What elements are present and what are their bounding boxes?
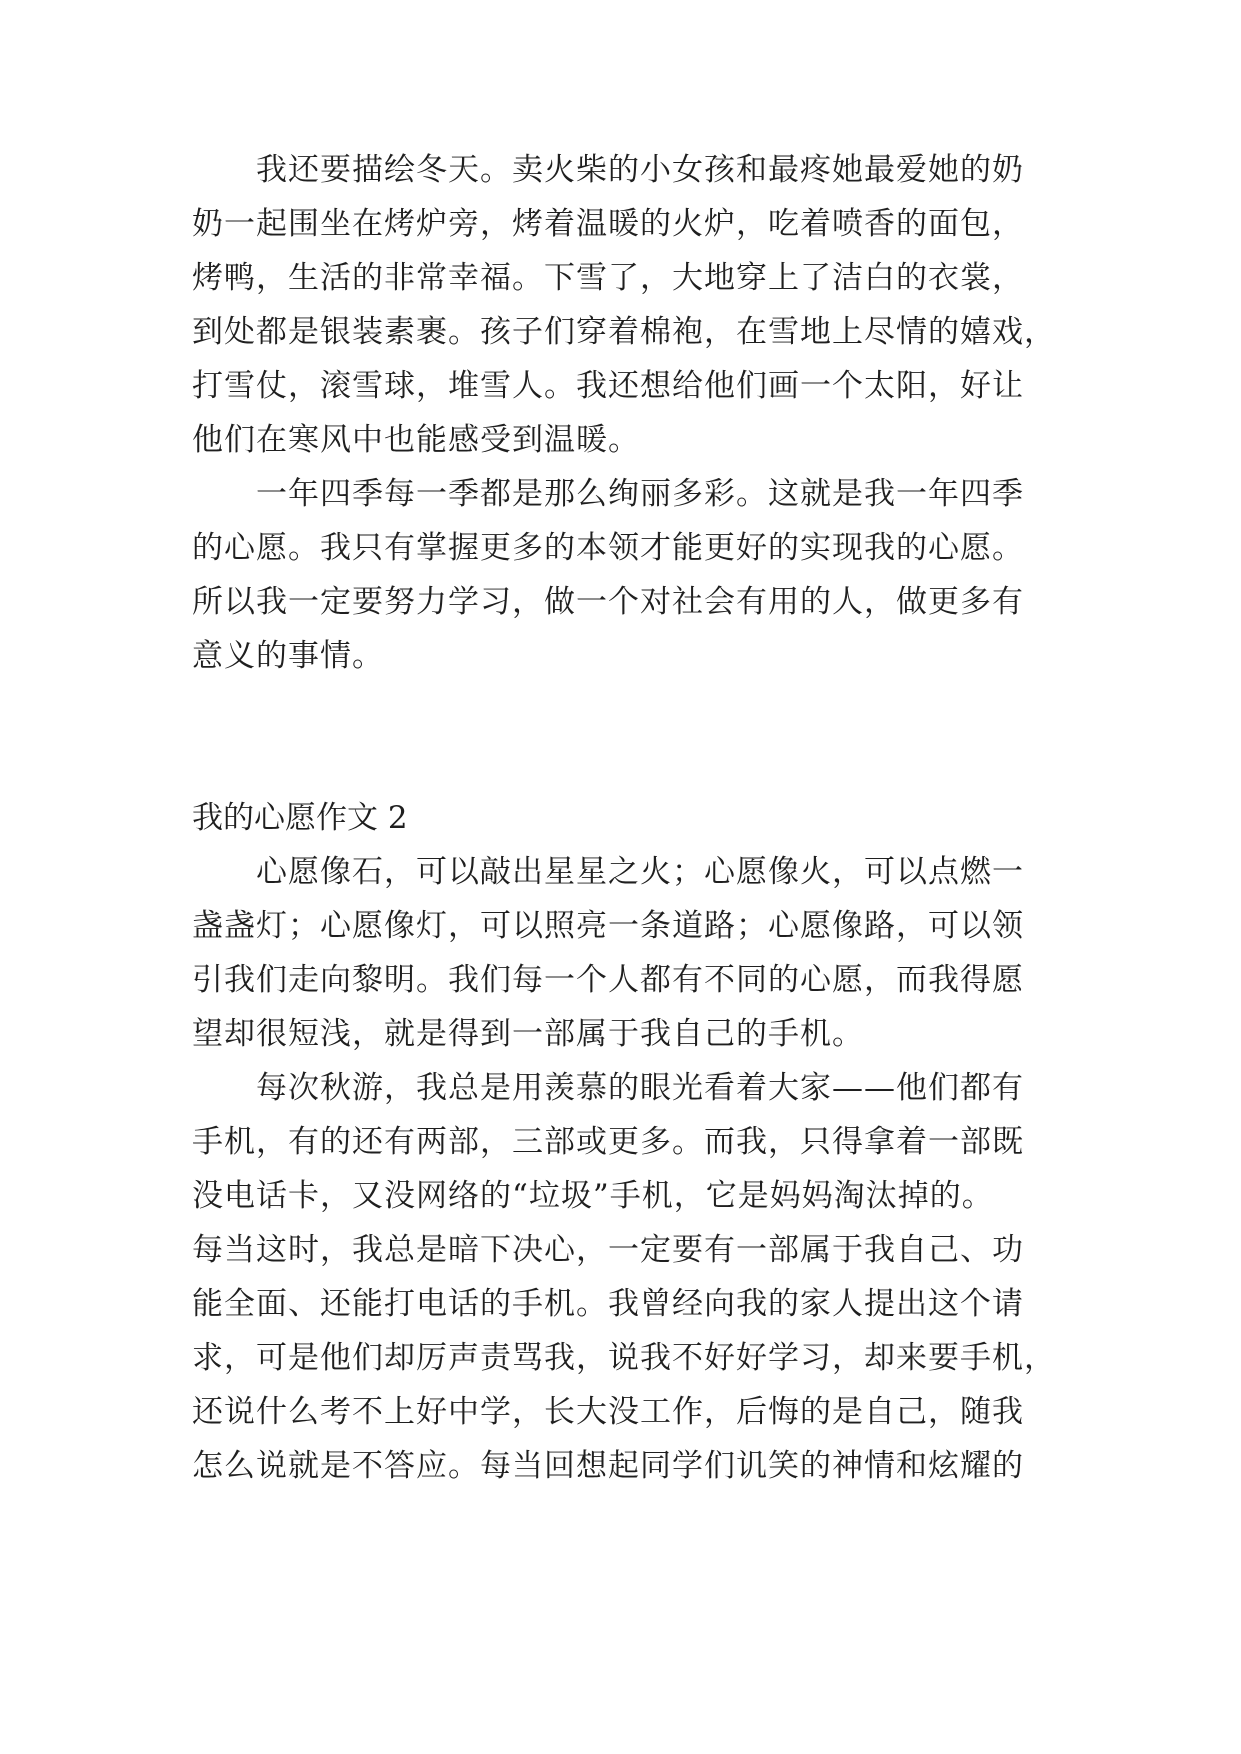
- paragraph-line: 的心愿。我只有掌握更多的本领才能更好的实现我的心愿。: [192, 530, 1024, 566]
- paragraph-line: 引我们走向黎明。我们每一个人都有不同的心愿，而我得愿: [192, 962, 1024, 998]
- paragraph-line: 没电话卡，又没网络的“垃圾”手机，它是妈妈淘汰掉的。: [192, 1178, 994, 1214]
- paragraph-line: 还说什么考不上好中学，长大没工作，后悔的是自己，随我: [192, 1394, 1024, 1430]
- section-heading: 我的心愿作文 2: [192, 800, 408, 836]
- paragraph-line: 一年四季每一季都是那么绚丽多彩。这就是我一年四季: [256, 476, 1024, 512]
- paragraph-line: 所以我一定要努力学习，做一个对社会有用的人，做更多有: [192, 584, 1024, 620]
- paragraph-line: 心愿像石，可以敲出星星之火；心愿像火，可以点燃一: [256, 854, 1024, 890]
- paragraph-line: 求，可是他们却厉声责骂我，说我不好好学习，却来要手机，: [192, 1340, 1056, 1376]
- paragraph-line: 每当这时，我总是暗下决心，一定要有一部属于我自己、功: [192, 1232, 1024, 1268]
- paragraph-line: 我还要描绘冬天。卖火柴的小女孩和最疼她最爱她的奶: [256, 152, 1024, 188]
- paragraph-line: 怎么说就是不答应。每当回想起同学们讥笑的神情和炫耀的: [192, 1448, 1024, 1484]
- paragraph-line: 望却很短浅，就是得到一部属于我自己的手机。: [192, 1016, 864, 1052]
- paragraph-line: 每次秋游，我总是用羡慕的眼光看着大家——他们都有: [256, 1070, 1024, 1106]
- paragraph-line: 意义的事情。: [192, 638, 384, 674]
- paragraph-line: 打雪仗，滚雪球，堆雪人。我还想给他们画一个太阳，好让: [192, 368, 1024, 404]
- paragraph-line: 烤鸭，生活的非常幸福。下雪了，大地穿上了洁白的衣裳，: [192, 260, 1024, 296]
- paragraph-line: 他们在寒风中也能感受到温暖。: [192, 422, 640, 458]
- paragraph-line: 奶一起围坐在烤炉旁，烤着温暖的火炉，吃着喷香的面包，: [192, 206, 1024, 242]
- paragraph-line: 能全面、还能打电话的手机。我曾经向我的家人提出这个请: [192, 1286, 1024, 1322]
- paragraph-line: 手机，有的还有两部，三部或更多。而我，只得拿着一部既: [192, 1124, 1024, 1160]
- paragraph-line: 盏盏灯；心愿像灯，可以照亮一条道路；心愿像路，可以领: [192, 908, 1024, 944]
- paragraph-line: 到处都是银装素裹。孩子们穿着棉袍，在雪地上尽情的嬉戏，: [192, 314, 1056, 350]
